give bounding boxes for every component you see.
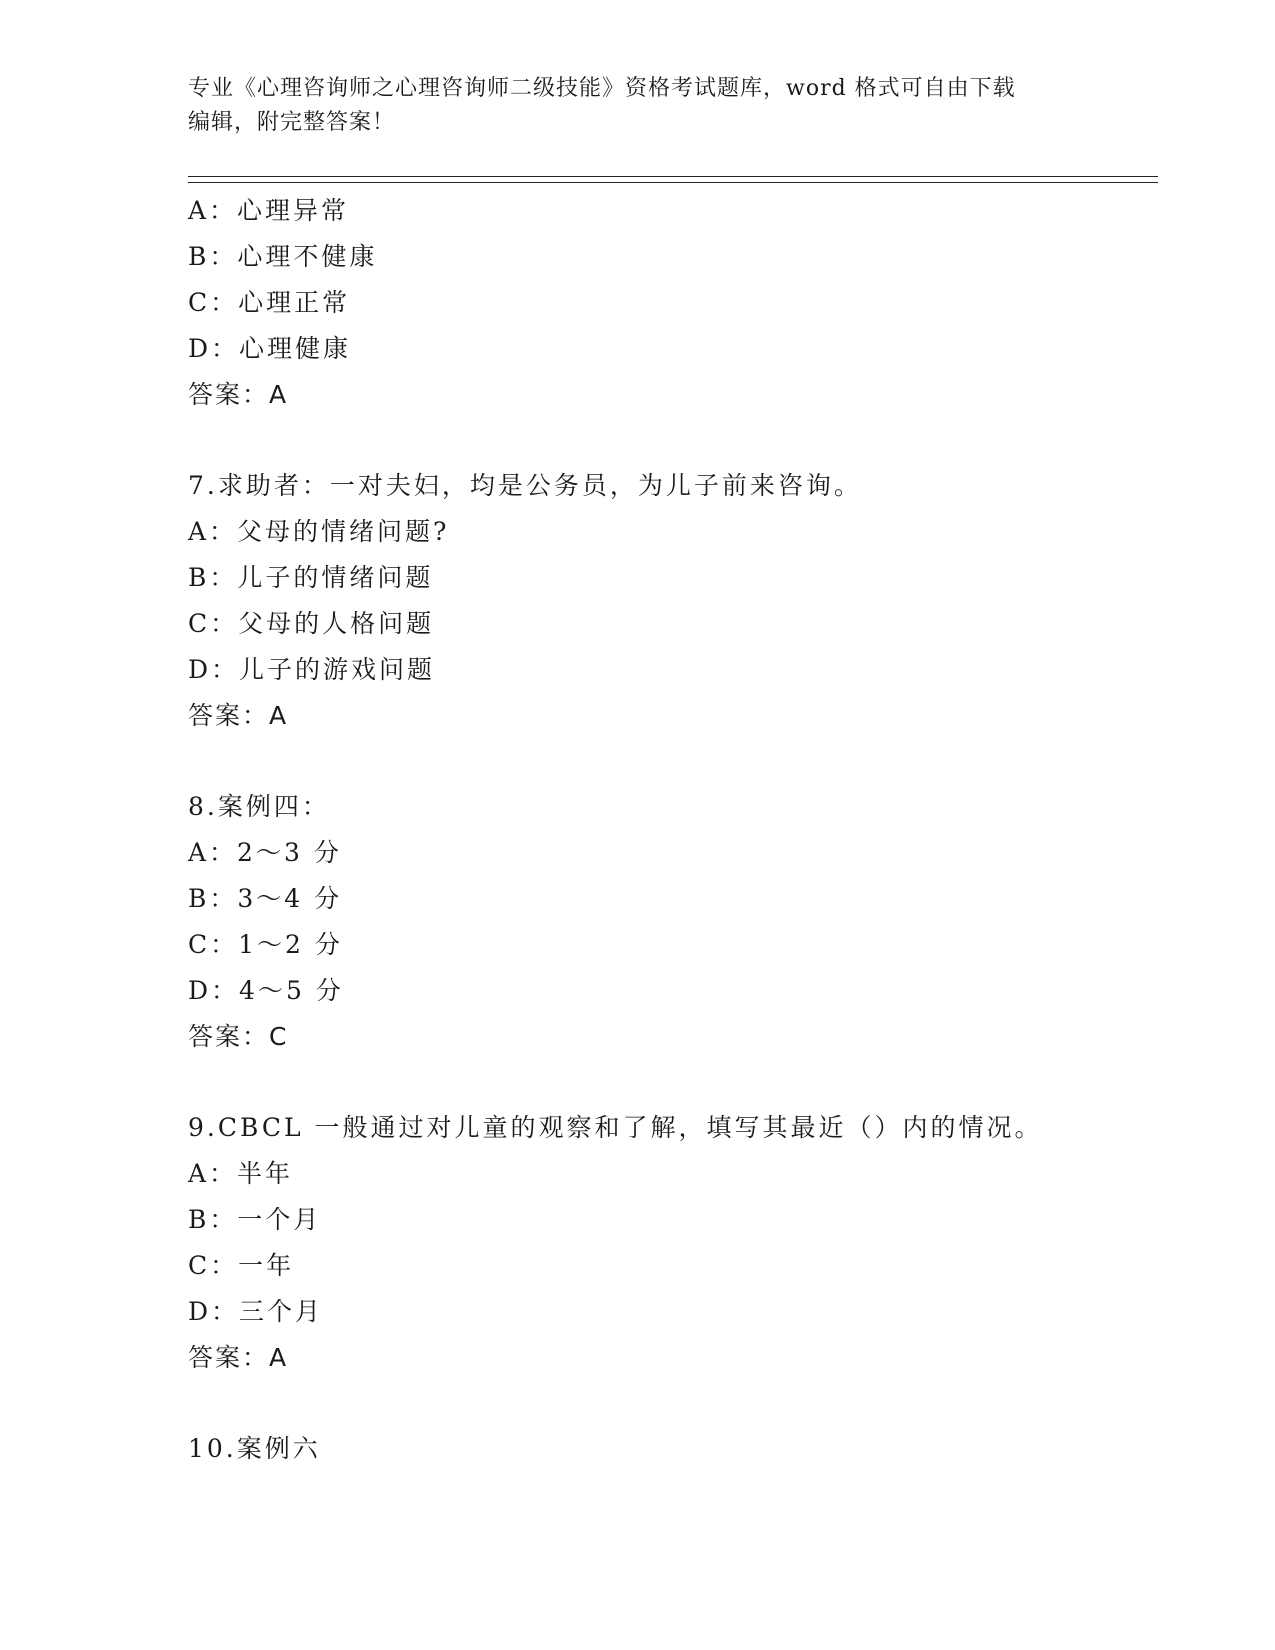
question-text: 8.案例四： xyxy=(188,792,330,821)
header-line-1: 专业《心理咨询师之心理咨询师二级技能》资格考试题库，word 格式可自由下载 xyxy=(188,76,1016,101)
option-b: B：儿子的情绪问题 xyxy=(188,563,434,592)
question-7 xyxy=(188,463,1148,739)
spacer xyxy=(188,1060,1148,1105)
option-c: C：心理正常 xyxy=(188,288,351,317)
answer-line: 答案：A xyxy=(188,380,289,409)
option-a: A：半年 xyxy=(188,1159,294,1188)
option-a: A：心理异常 xyxy=(188,196,350,225)
option-b: B：3～4 分 xyxy=(188,884,343,913)
answer-line: 答案：A xyxy=(188,1343,289,1372)
question-text: 9.CBCL 一般通过对儿童的观察和了解，填写其最近（）内的情况。 xyxy=(188,1113,1043,1142)
option-d: D：三个月 xyxy=(188,1297,324,1326)
header-line-2: 编辑，附完整答案！ xyxy=(188,110,396,135)
question-list xyxy=(188,188,1148,1472)
answer-line: 答案：C xyxy=(188,1022,289,1051)
spacer xyxy=(188,1381,1148,1426)
question-text: 7.求助者：一对夫妇，均是公务员，为儿子前来咨询。 xyxy=(188,471,862,500)
question-9 xyxy=(188,1105,1148,1381)
option-b: B：心理不健康 xyxy=(188,242,378,271)
document-header xyxy=(188,72,1068,140)
option-c: C：一年 xyxy=(188,1251,295,1280)
option-d: D：4～5 分 xyxy=(188,976,344,1005)
header-divider-top xyxy=(188,176,1158,177)
header-divider-bottom xyxy=(188,182,1158,183)
option-d: D：儿子的游戏问题 xyxy=(188,655,436,684)
option-c: C：父母的人格问题 xyxy=(188,609,435,638)
spacer xyxy=(188,418,1148,463)
option-c: C：1～2 分 xyxy=(188,930,343,959)
question-10 xyxy=(188,1426,1148,1472)
option-a: A：2～3 分 xyxy=(188,838,342,867)
question-8 xyxy=(188,784,1148,1060)
question-text: 10.案例六 xyxy=(188,1434,321,1463)
spacer xyxy=(188,739,1148,784)
option-b: B：一个月 xyxy=(188,1205,322,1234)
option-a: A：父母的情绪问题? xyxy=(188,517,450,546)
answer-line: 答案：A xyxy=(188,701,289,730)
question-6 xyxy=(188,188,1148,418)
option-d: D：心理健康 xyxy=(188,334,352,363)
